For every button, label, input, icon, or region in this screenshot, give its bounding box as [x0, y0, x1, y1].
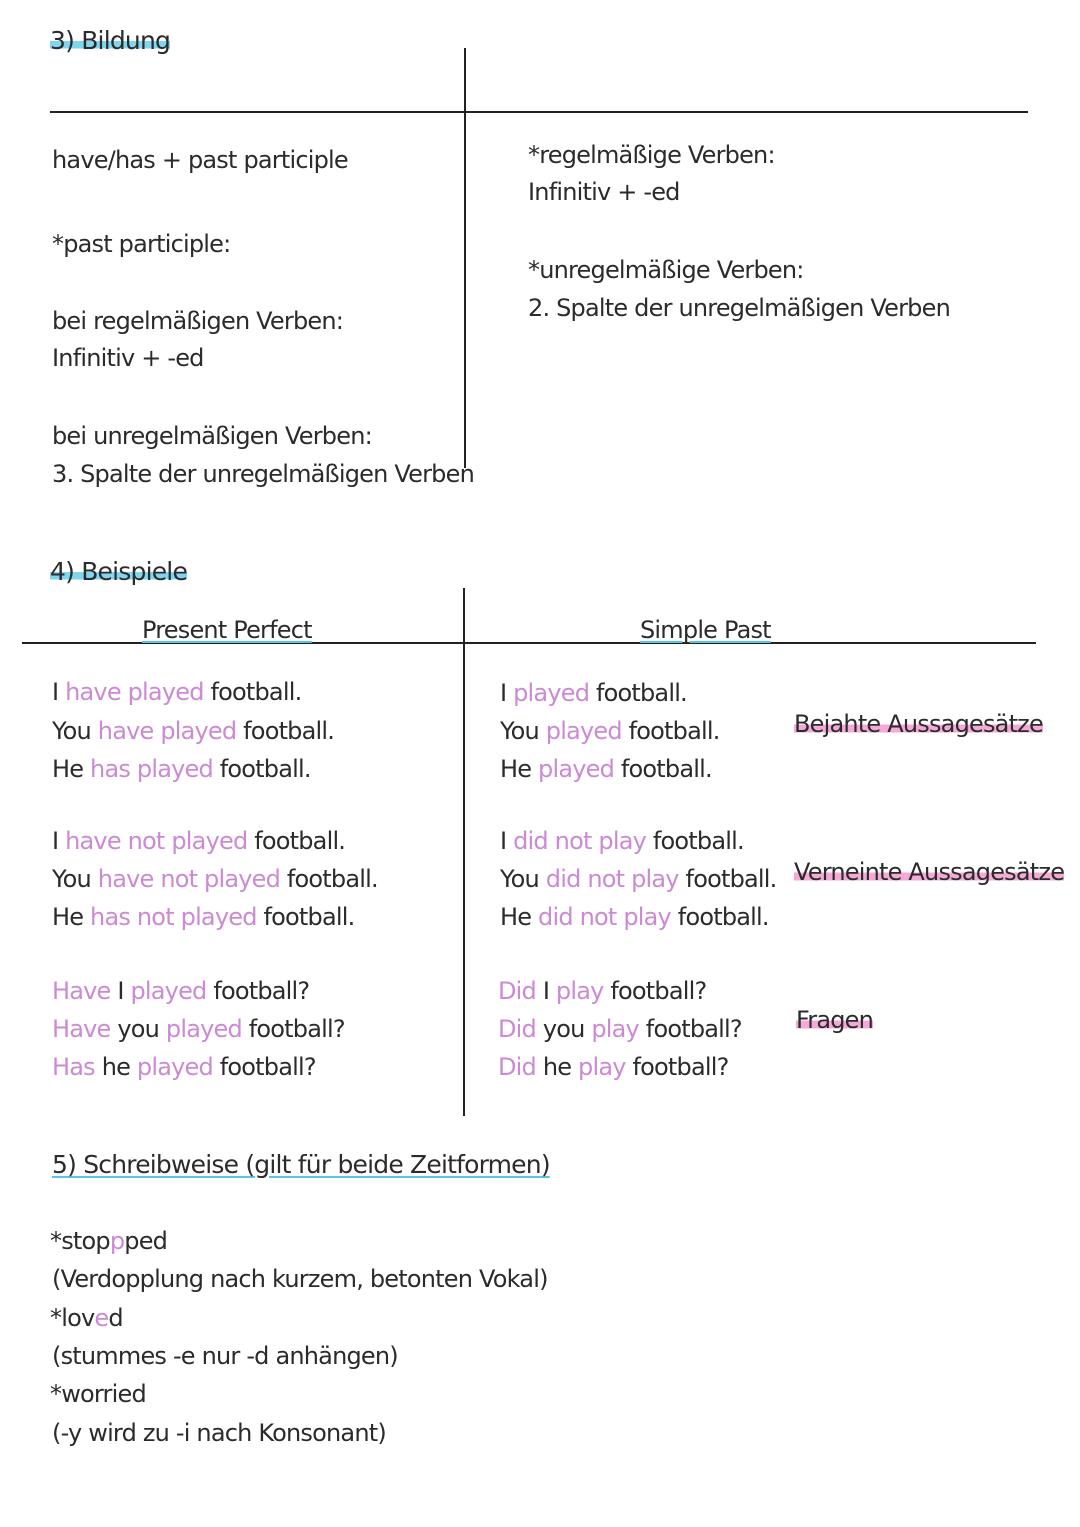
spelling-note: (stummes -e nur -d anhängen): [52, 1342, 398, 1370]
example-sentence: I played football.: [500, 679, 687, 707]
example-sentence: He did not play football.: [500, 903, 769, 931]
bildung-line: 3. Spalte der unregelmäßigen Verben: [52, 460, 474, 488]
spelling-example: *stoppped: [50, 1227, 168, 1255]
spelling-example: *loved: [50, 1304, 123, 1332]
table-divider-vertical: [463, 588, 465, 1116]
spelling-note: (-y wird zu -i nach Konsonant): [52, 1419, 386, 1447]
section-4-title: 4) Beispiele: [50, 557, 188, 586]
row-label-affirmative: Bejahte Aussagesätze: [794, 710, 1043, 738]
example-sentence: You played football.: [500, 717, 720, 745]
example-sentence: I have played football.: [52, 678, 302, 706]
bildung-line: Infinitiv + -ed: [52, 344, 204, 372]
example-sentence: I did not play football.: [500, 827, 744, 855]
bildung-line: bei unregelmäßigen Verben:: [52, 422, 372, 450]
section-5-title: 5) Schreibweise (gilt für beide Zeitformen): [52, 1150, 550, 1179]
section-3-title: 3) Bildung: [50, 26, 171, 55]
bildung-line: have/has + past participle: [52, 146, 348, 174]
bildung-line: 2. Spalte der unregelmäßigen Verben: [528, 294, 950, 322]
example-sentence: He has played football.: [52, 755, 311, 783]
example-sentence: Did you play football?: [498, 1015, 742, 1043]
example-sentence: You did not play football.: [500, 865, 777, 893]
bildung-line: *past participle:: [52, 230, 231, 258]
example-sentence: I have not played football.: [52, 827, 346, 855]
example-sentence: Has he played football?: [52, 1053, 316, 1081]
example-sentence: Did he play football?: [498, 1053, 729, 1081]
bildung-line: *unregelmäßige Verben:: [528, 256, 804, 284]
example-sentence: You have played football.: [52, 717, 335, 745]
row-label-negative: Verneinte Aussagesätze: [794, 858, 1065, 886]
row-label-questions: Fragen: [796, 1006, 874, 1034]
bildung-line: *regelmäßige Verben:: [528, 141, 775, 169]
example-sentence: You have not played football.: [52, 865, 378, 893]
example-sentence: Have you played football?: [52, 1015, 345, 1043]
example-sentence: He has not played football.: [52, 903, 355, 931]
table-divider-horizontal: [50, 111, 1028, 113]
example-sentence: Have I played football?: [52, 977, 310, 1005]
example-sentence: He played football.: [500, 755, 712, 783]
column-header-present-perfect: Present Perfect: [142, 616, 312, 644]
spelling-example: *worried: [50, 1380, 146, 1408]
spelling-note: (Verdopplung nach kurzem, betonten Vokal): [52, 1265, 548, 1293]
bildung-line: Infinitiv + -ed: [528, 178, 680, 206]
bildung-line: bei regelmäßigen Verben:: [52, 307, 344, 335]
example-sentence: Did I play football?: [498, 977, 707, 1005]
column-header-simple-past: Simple Past: [640, 616, 771, 644]
